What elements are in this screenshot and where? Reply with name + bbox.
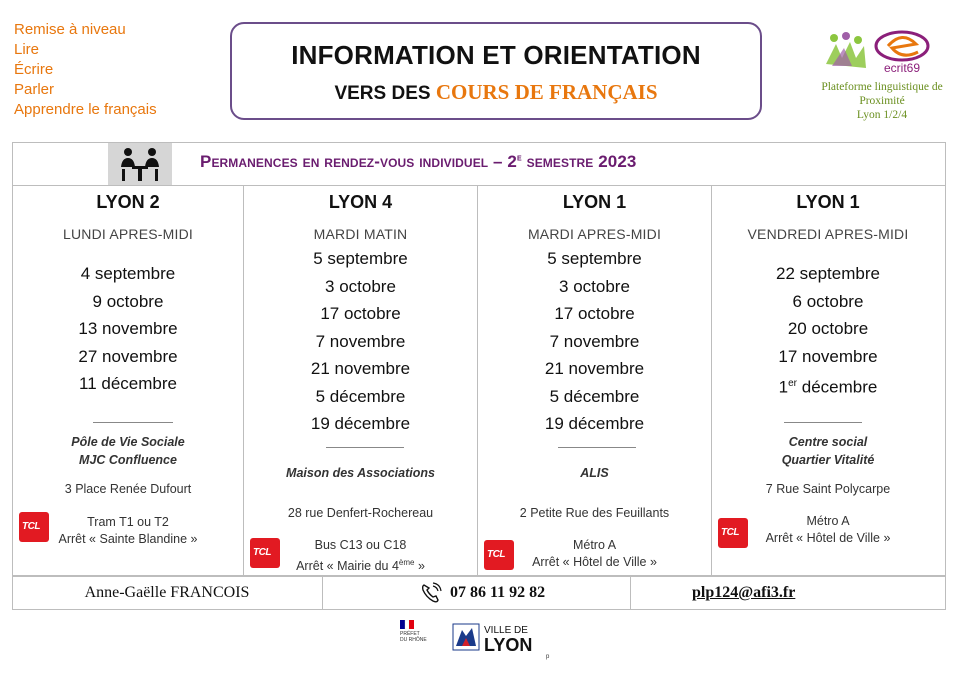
contact-divider [630,576,631,610]
column-schedule: MARDI APRES-MIDI [527,226,662,242]
date-item: 17 novembre [778,346,878,366]
column-city: LYON 1 [562,192,627,212]
permanences-title-sup: e [516,152,522,164]
venue-address: 3 Place Renée Dufourt [64,482,192,496]
venue-name [13,433,243,469]
footer-mark: p [546,654,550,660]
french-flag-icon [400,620,414,629]
column-lyon4 [244,186,477,574]
venue-name [712,433,944,469]
date-item: 3 octobre [559,276,630,296]
date-item: 3 octobre [325,276,396,296]
permanences-title-text: Permanences en rendez-vous individuel – 2 [200,152,517,171]
column-lyon2 [13,186,243,574]
subtitle-prefix: VERS DES [334,83,431,104]
transport-line: Tram T1 ou T2 [87,515,169,529]
transport-stop: Arrêt « Sainte Blandine » [58,532,198,546]
column-schedule: LUNDI APRES-MIDI [63,226,193,242]
separator [558,447,636,448]
email-link[interactable]: plp124@afi3.fr [692,584,796,601]
date-item: 20 octobre [787,319,869,338]
date-item: 5 décembre [315,386,406,406]
date-item: 6 octobre [792,291,864,311]
column-city: LYON 1 [796,192,860,212]
contact-name: Anne-Gaëlle FRANCOIS [84,584,250,601]
date-item: 13 novembre [78,319,178,338]
prefet-text: DU RHÔNE [400,637,427,643]
date-item: 7 novembre [549,331,640,351]
column-city: LYON 2 [96,192,160,212]
date-item: 17 octobre [554,304,635,323]
topic-list [14,20,157,120]
phone-icon [420,582,442,604]
date-item: 1er décembre [778,377,878,397]
transport-info [478,537,711,571]
tcl-icon: TCL [250,538,280,568]
transport-info [244,537,477,575]
date-list [478,245,711,438]
transport-line: Bus C13 ou C18 [314,538,407,552]
date-item: 17 octobre [320,304,401,323]
column-city: LYON 4 [328,192,393,212]
venue-line: Pôle de Vie Sociale [71,435,185,449]
transport-line: Métro A [806,514,850,528]
transport-stop: Arrêt « Hôtel de Ville » [765,531,891,545]
date-list [13,260,243,398]
column-lyon1-tuesday [478,186,711,574]
logo-caption [808,80,956,122]
page-subtitle [232,80,760,105]
venue-line: Quartier Vitalité [781,453,875,467]
transport-line: Métro A [572,538,617,552]
prefet-text: PRÉFET [400,631,420,637]
transport-info [13,514,243,548]
date-item: 4 septembre [80,264,176,283]
date-item: 21 novembre [310,359,411,378]
topic-item: Parler [14,81,55,98]
ville-text: VILLE DE [484,625,528,636]
permanences-title [200,152,636,172]
separator [326,447,404,448]
venue-address: 7 Rue Saint Polycarpe [765,482,891,496]
column-schedule: VENDREDI APRES-MIDI [747,226,909,242]
venue-address: 2 Petite Rue des Feuillants [519,506,670,520]
lyon-text: LYON [484,635,533,654]
venue-line: Maison des Associations [286,466,435,480]
topic-item: Apprendre le français [14,101,157,118]
venue-name [244,464,477,482]
ecrit69-logo [822,28,934,76]
date-item: 22 septembre [776,264,880,283]
permanences-title-end: semestre 2023 [521,152,637,171]
date-item: 11 décembre [79,374,177,393]
logo-brand: ecrit69 [884,61,921,75]
date-list [712,260,944,401]
date-item: 19 décembre [544,414,645,433]
venue-line: Centre social [788,435,868,449]
page-title: INFORMATION ET ORIENTATION [291,40,701,70]
topic-item: Lire [14,41,40,58]
subtitle-highlight: COURS DE FRANÇAIS [435,80,658,104]
title-box [230,22,762,120]
date-item: 19 décembre [310,414,411,433]
date-item: 27 novembre [78,346,178,366]
ville-de-lyon-logo [452,620,542,654]
tcl-icon: TCL [19,512,49,542]
separator [784,422,862,423]
date-item: 7 novembre [315,331,406,351]
date-item: 5 septembre [313,249,408,268]
contact-divider [322,576,323,610]
transport-info [712,513,944,547]
meeting-icon [108,143,172,185]
date-item: 21 novembre [544,359,645,378]
venue-name [478,464,711,482]
logo-caption-line: Lyon 1/2/4 [856,109,908,121]
venue-address: 28 rue Denfert-Rochereau [287,506,434,520]
transport-stop: Arrêt « Mairie du 4ème » [296,558,425,574]
date-list [244,245,477,438]
column-schedule: MARDI MATIN [313,226,408,242]
logo-caption-line: Plateforme linguistique de [821,81,943,93]
tcl-icon: TCL [718,518,748,548]
date-item: 9 octobre [92,291,164,311]
venue-line: ALIS [580,466,609,480]
people-logo-icon [826,32,866,68]
tcl-icon: TCL [484,540,514,570]
logo-caption-line: Proximité [859,95,905,107]
date-item: 5 septembre [547,249,642,268]
phone-number[interactable]: 07 86 11 92 82 [450,584,546,601]
separator [93,422,173,423]
venue-line: MJC Confluence [79,453,177,467]
transport-stop: Arrêt « Hôtel de Ville » [532,555,657,569]
column-lyon1-friday [712,186,944,574]
topic-item: Remise à niveau [14,21,126,38]
prefet-logo [400,620,444,660]
topic-item: Écrire [14,61,54,78]
date-item: 5 décembre [549,386,640,406]
